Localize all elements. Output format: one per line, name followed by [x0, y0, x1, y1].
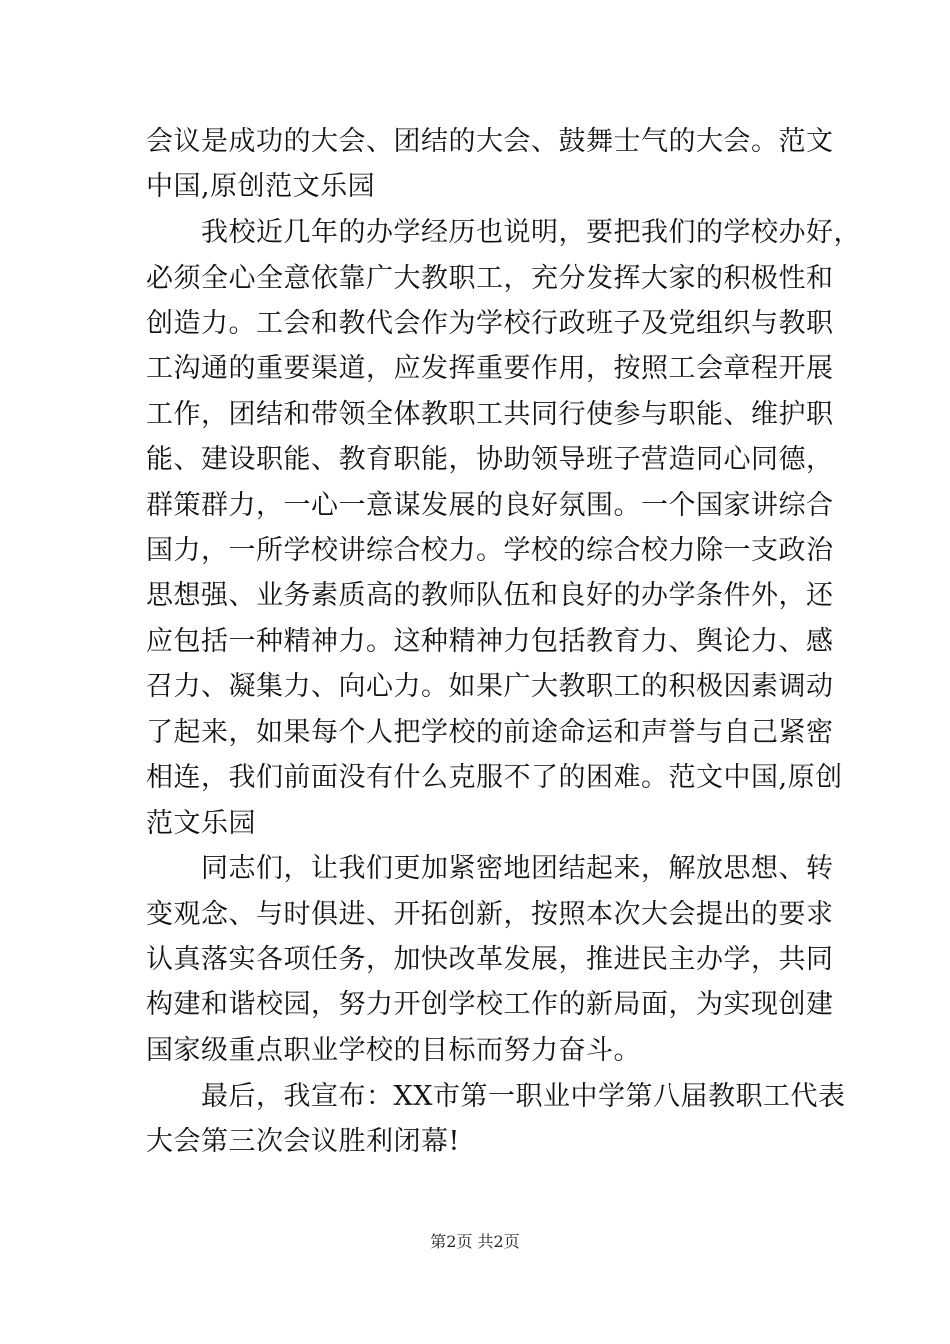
text-line: 了起来，如果每个人把学校的前途命运和声誉与自己紧密: [146, 717, 834, 748]
text-line: 大会第三次会议胜利闭幕!: [146, 1126, 460, 1157]
text-line: 群策群力，一心一意谋发展的良好氛围。一个国家讲综合: [146, 490, 834, 521]
text-line: 必须全心全意依靠广大教职工，充分发挥大家的积极性和: [146, 263, 834, 294]
text-line: 构建和谐校园，努力开创学校工作的新局面，为实现创建: [146, 989, 834, 1020]
text-line: 范文乐园: [146, 808, 256, 839]
text-line: 工作，团结和带领全体教职工共同行使参与职能、维护职: [146, 399, 834, 430]
page-footer: 第2页 共2页: [430, 1232, 520, 1251]
text-line: 相连，我们前面没有什么克服不了的困难。范文中国,原创: [146, 762, 843, 793]
text-line: 国力，一所学校讲综合校力。学校的综合校力除一支政治: [146, 535, 834, 566]
text-line: 中国,原创范文乐园: [146, 171, 376, 202]
text-line: 最后，我宣布：XX市第一职业中学第八届教职工代表: [146, 1081, 846, 1112]
text-line: 会议是成功的大会、团结的大会、鼓舞士气的大会。范文: [146, 126, 834, 157]
text-line: 我校近几年的办学经历也说明，要把我们的学校办好，: [146, 217, 861, 248]
text-line: 能、建设职能、教育职能，协助领导班子营造同心同德，: [146, 444, 834, 475]
text-line: 创造力。工会和教代会作为学校行政班子及党组织与教职: [146, 308, 834, 339]
text-line: 思想强、业务素质高的教师队伍和良好的办学条件外，还: [146, 580, 834, 611]
text-line: 工沟通的重要渠道，应发挥重要作用，按照工会章程开展: [146, 353, 834, 384]
text-line: 国家级重点职业学校的目标而努力奋斗。: [146, 1035, 641, 1066]
text-line: 认真落实各项任务，加快改革发展，推进民主办学，共同: [146, 944, 834, 975]
text-line: 召力、凝集力、向心力。如果广大教职工的积极因素调动: [146, 671, 834, 702]
text-line: 应包括一种精神力。这种精神力包括教育力、舆论力、感: [146, 626, 834, 657]
text-line: 变观念、与时俱进、开拓创新，按照本次大会提出的要求: [146, 899, 834, 930]
text-line: 同志们，让我们更加紧密地团结起来，解放思想、转: [146, 853, 834, 884]
